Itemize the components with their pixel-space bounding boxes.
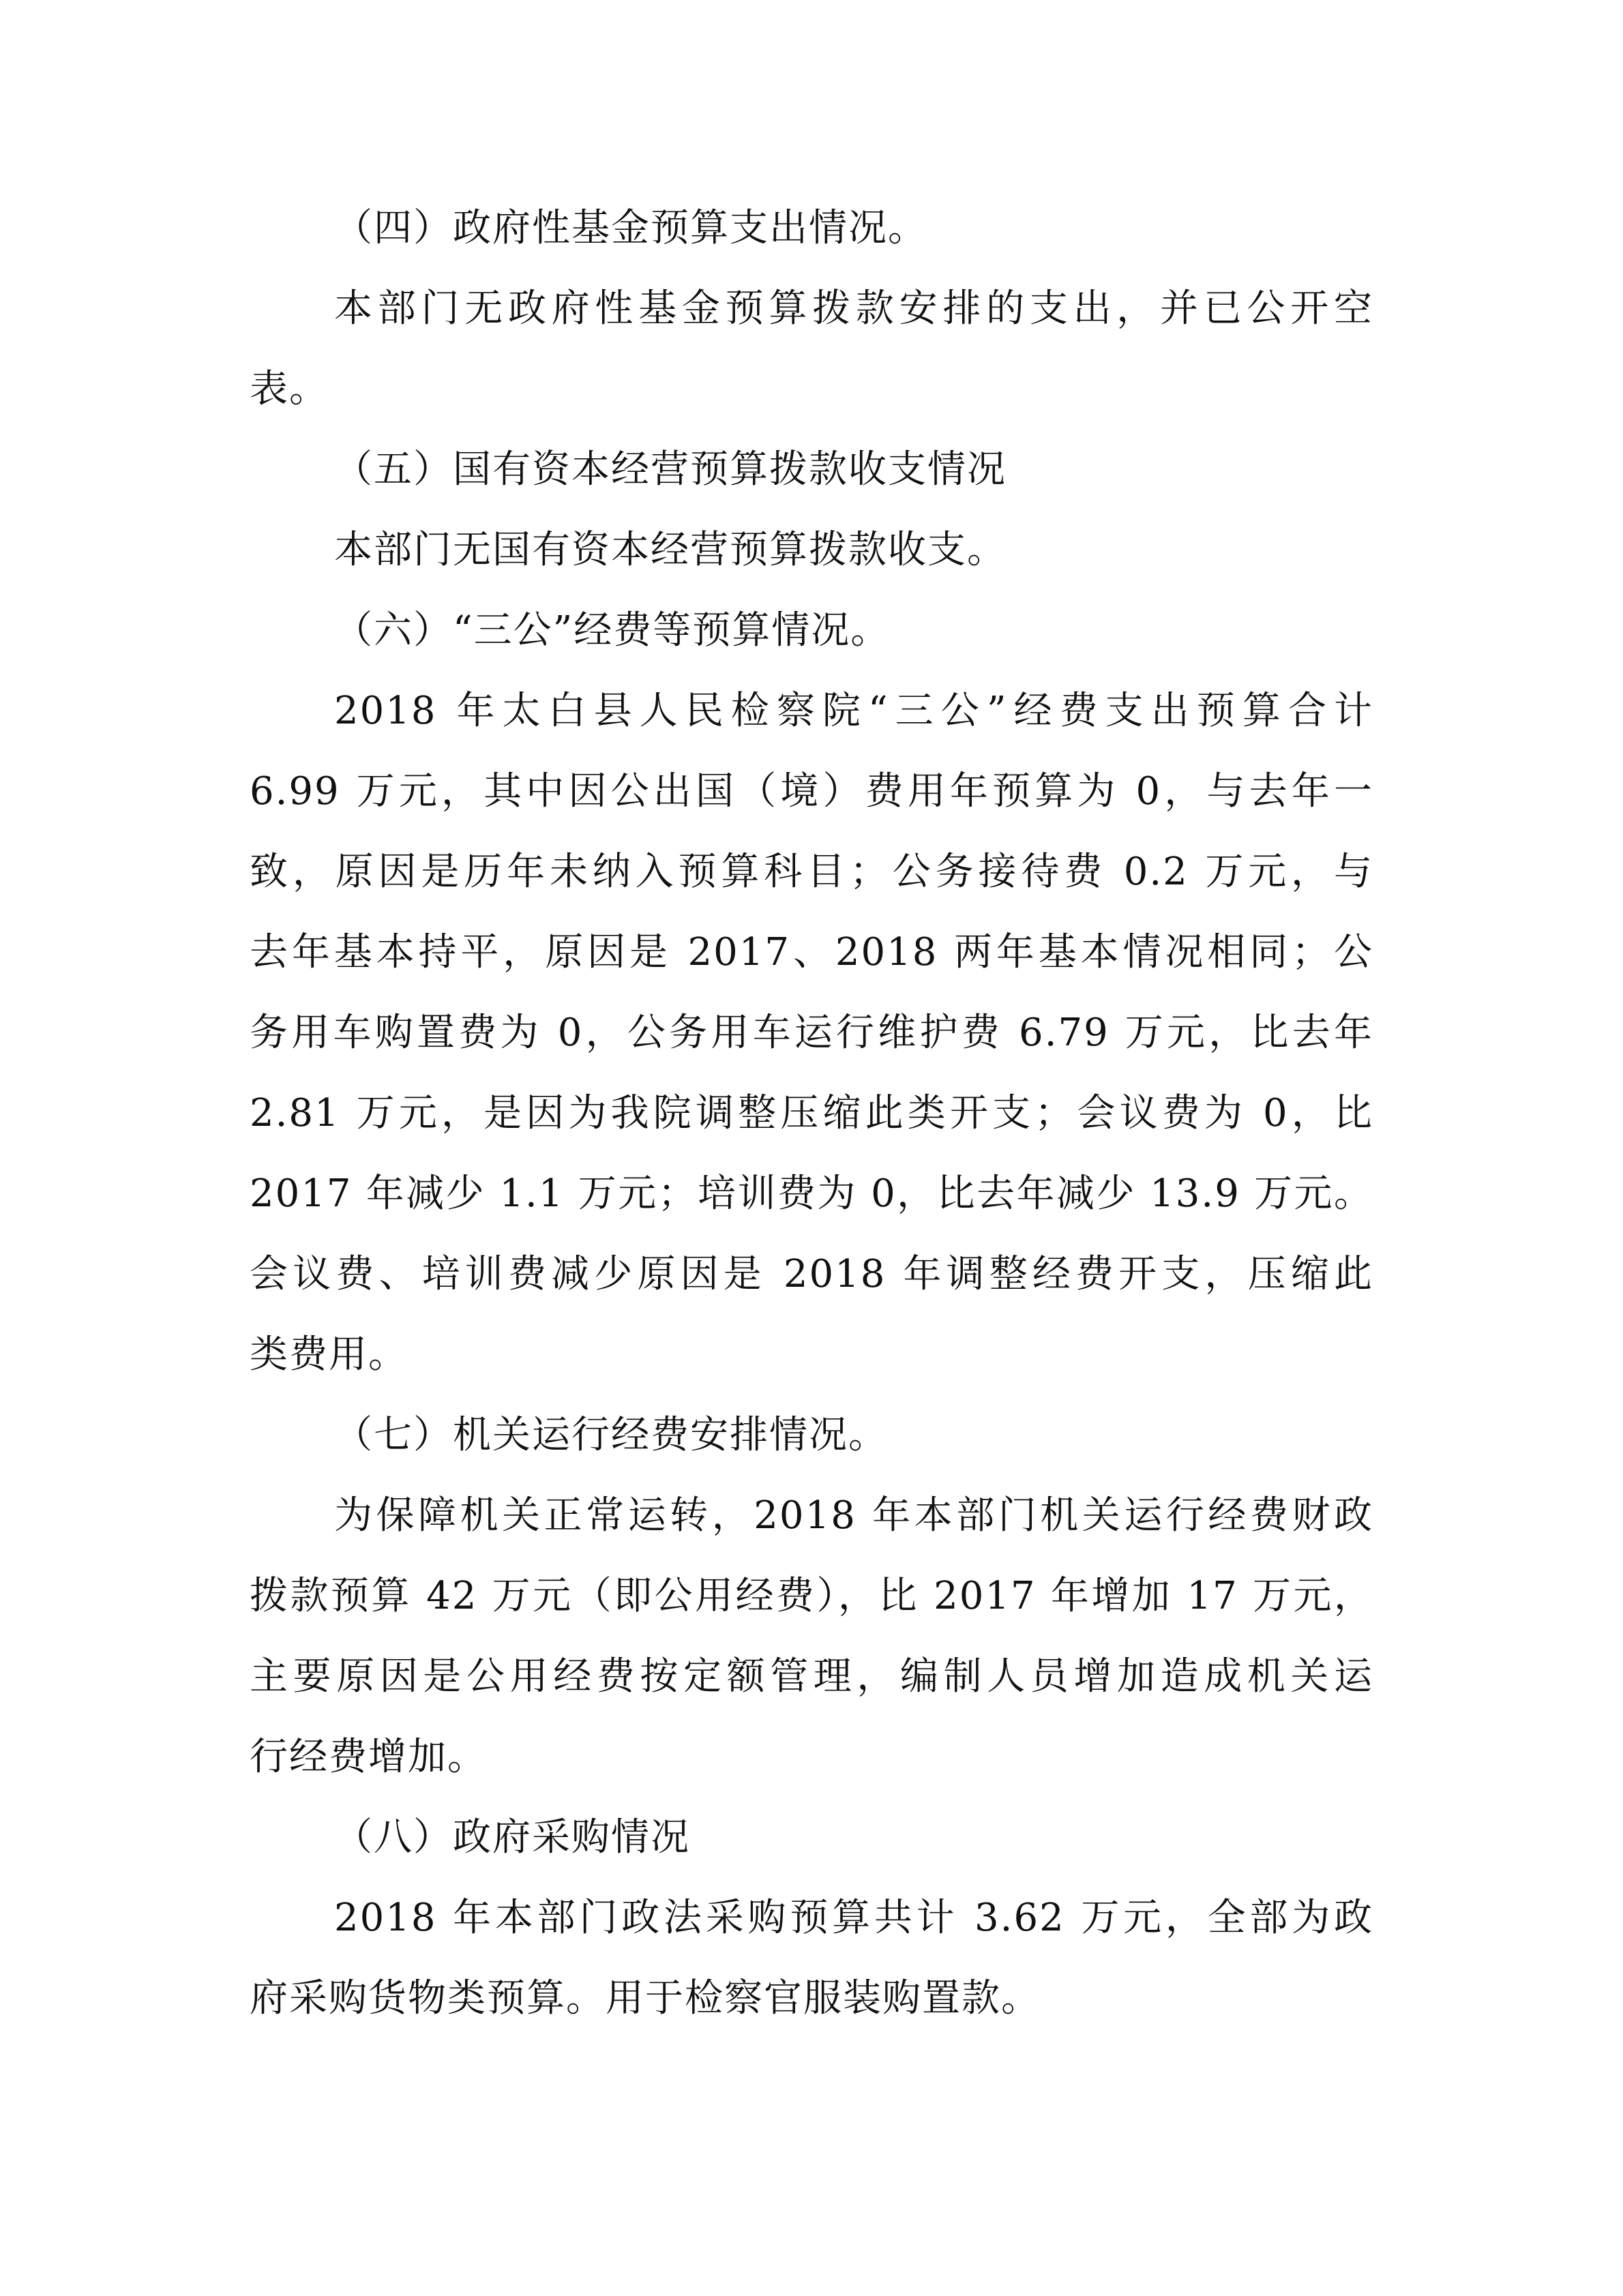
paragraph-line: 去年基本持平，原因是 2017、2018 两年基本情况相同；公 — [250, 930, 1373, 974]
paragraph-line: 拨款预算 42 万元（即公用经费），比 2017 年增加 17 万元， — [250, 1574, 1373, 1618]
heading-operating-expenses: （七）机关运行经费安排情况。 — [334, 1413, 888, 1457]
paragraph-line: 主要原因是公用经费按定额管理，编制人员增加造成机关运 — [250, 1654, 1373, 1699]
paragraph-line: 行经费增加。 — [250, 1735, 487, 1779]
paragraph-line: 府采购货物类预算。用于检察官服装购置款。 — [250, 1976, 1041, 2021]
heading-state-capital: （五）国有资本经营预算拨款收支情况 — [334, 447, 1007, 492]
paragraph-line: 6.99 万元，其中因公出国（境）费用年预算为 0，与去年一 — [250, 769, 1373, 814]
heading-government-fund: （四）政府性基金预算支出情况。 — [334, 206, 927, 250]
paragraph-line: 务用车购置费为 0，公务用车运行维护费 6.79 万元，比去年 — [250, 1011, 1373, 1055]
paragraph-line: 2018 年本部门政法采购预算共计 3.62 万元，全部为政 — [334, 1896, 1373, 1940]
paragraph-line: 类费用。 — [250, 1332, 408, 1377]
paragraph-line: 为保障机关正常运转，2018 年本部门机关运行经费财政 — [334, 1493, 1373, 1538]
paragraph-line: 表。 — [250, 367, 329, 411]
paragraph-line: 致，原因是历年未纳入预算科目；公务接待费 0.2 万元，与 — [250, 850, 1373, 894]
paragraph-line: 本部门无政府性基金预算拨款安排的支出，并已公开空 — [334, 286, 1373, 331]
paragraph-line: 2017 年减少 1.1 万元；培训费为 0，比去年减少 13.9 万元。 — [250, 1172, 1373, 1216]
paragraph-line: 2018 年太白县人民检察院“三公”经费支出预算合计 — [334, 689, 1373, 733]
paragraph-line: 2.81 万元，是因为我院调整压缩此类开支；会议费为 0，比 — [250, 1091, 1373, 1135]
paragraph-line: 会议费、培训费减少原因是 2018 年调整经费开支，压缩此 — [250, 1252, 1373, 1296]
heading-procurement: （八）政府采购情况 — [334, 1815, 690, 1860]
paragraph-line: 本部门无国有资本经营预算拨款收支。 — [334, 528, 1007, 572]
heading-three-public: （六）“三公”经费等预算情况。 — [334, 608, 891, 653]
